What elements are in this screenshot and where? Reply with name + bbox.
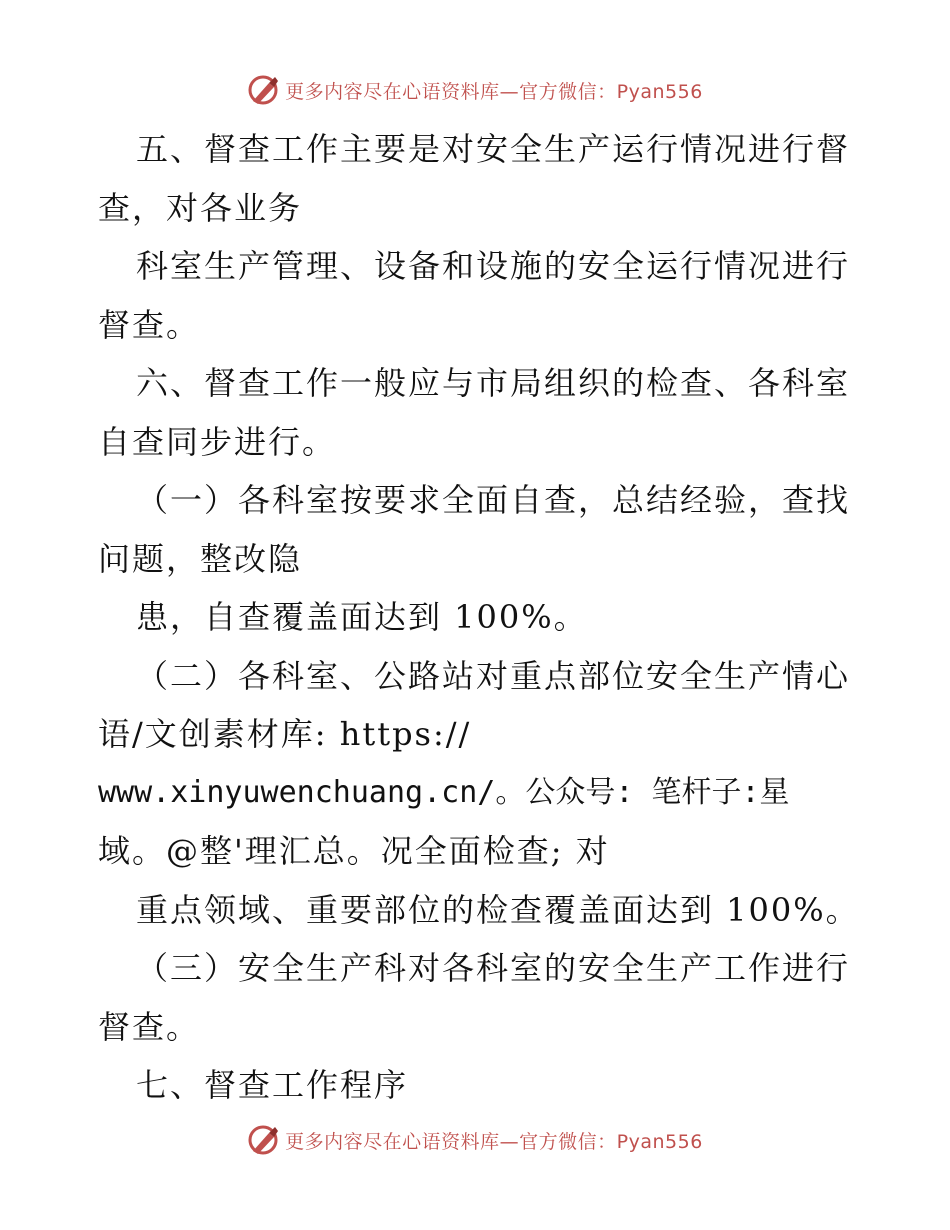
paragraph-line: 五、督查工作主要是对安全生产运行情况进行督 (136, 130, 851, 168)
paragraph-line: 七、督查工作程序 (136, 1066, 409, 1104)
paragraph-line: www.xinyuwenchuang.cn/。公众号: 笔杆子:星 (98, 774, 790, 810)
document-body (98, 120, 858, 1115)
paragraph-line: 查，对各业务 (98, 188, 303, 227)
paragraph-line: 重点领域、重要部位的检查覆盖面达到 100%。 (136, 890, 860, 929)
paragraph-line: 问题，整改隐 (98, 539, 303, 578)
paragraph-line: 自查同步进行。 (98, 422, 337, 461)
pen-logo-icon (247, 1123, 281, 1157)
paragraph-line: 六、督查工作一般应与市局组织的检查、各科室 (136, 364, 851, 402)
paragraph-line: 患，自查覆盖面达到 100%。 (136, 598, 588, 636)
watermark-text: 更多内容尽在心语资料库—官方微信：Pyan556 (285, 80, 703, 103)
paragraph-line: 督查。 (98, 1007, 201, 1046)
paragraph-line: （一）各科室按要求全面自查，总结经验，查找 (136, 481, 851, 519)
paragraph-line: （二）各科室、公路站对重点部位安全生产情心 (136, 656, 851, 695)
watermark-text: 更多内容尽在心语资料库—官方微信：Pyan556 (285, 1130, 703, 1153)
paragraph-line: 科室生产管理、设备和设施的安全运行情况进行 (136, 247, 851, 285)
paragraph-line: 域。@整'理汇总。况全面检查; 对 (98, 832, 610, 870)
pen-logo-icon (247, 73, 281, 107)
footer-watermark (0, 1120, 950, 1160)
paragraph-line: 督查。 (98, 305, 201, 344)
header-watermark (0, 70, 950, 110)
paragraph-line: 语/文创素材库: https:// (98, 715, 472, 753)
paragraph-line: （三）安全生产科对各科室的安全生产工作进行 (136, 949, 851, 987)
